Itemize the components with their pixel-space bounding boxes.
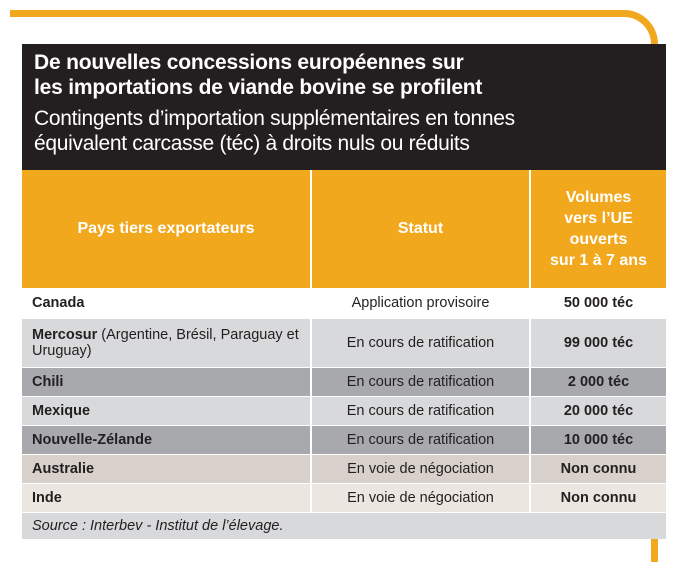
column-header-country: Pays tiers exportateurs	[22, 170, 311, 288]
volume-cell: 20 000 téc	[530, 397, 666, 426]
country-detail: (Argentine, Brésil, Paraguay et Uruguay)	[32, 327, 299, 359]
table-row	[22, 319, 666, 368]
country-cell	[22, 397, 311, 426]
column-header-status: Statut	[311, 170, 530, 288]
volume-cell: 2 000 téc	[530, 368, 666, 397]
column-header-volume-line-4: sur 1 à 7 ans	[550, 252, 647, 269]
volume-cell: 10 000 téc	[530, 426, 666, 455]
country-cell	[22, 288, 311, 319]
table-row	[22, 397, 666, 426]
subtitle	[34, 106, 654, 156]
status-cell: Application provisoire	[311, 288, 530, 319]
status-cell: En voie de négociation	[311, 455, 530, 484]
volume-cell: Non connu	[530, 455, 666, 484]
infographic-card	[22, 44, 666, 539]
country-name: Mexique	[32, 403, 91, 419]
table-row	[22, 426, 666, 455]
column-header-volume-line-2: vers l’UE	[564, 210, 633, 227]
status-cell: En cours de ratification	[311, 397, 530, 426]
country-name: Chili	[32, 374, 64, 390]
column-header-volume-line-1: Volumes	[565, 189, 632, 206]
country-name: Inde	[32, 490, 62, 506]
table-row	[22, 484, 666, 513]
import-quota-table	[22, 170, 666, 513]
country-cell	[22, 484, 311, 513]
table-row	[22, 455, 666, 484]
table-header-row	[22, 170, 666, 288]
subtitle-line-2: équivalent carcasse (téc) à droits nuls ou réduits	[34, 132, 470, 155]
status-cell: En cours de ratification	[311, 426, 530, 455]
country-name: Canada	[32, 295, 85, 311]
table-row	[22, 368, 666, 397]
title-line-1: De nouvelles concessions européennes sur	[34, 51, 464, 74]
country-cell	[22, 455, 311, 484]
column-header-volume-line-3: ouverts	[569, 231, 628, 248]
header-block	[22, 44, 666, 170]
page-title	[34, 50, 654, 100]
source-note: Source : Interbev - Institut de l’élevage.	[22, 513, 666, 539]
volume-cell: 50 000 téc	[530, 288, 666, 319]
status-cell: En voie de négociation	[311, 484, 530, 513]
title-line-2: les importations de viande bovine se profilent	[34, 76, 483, 99]
country-name: Nouvelle-Zélande	[32, 432, 153, 448]
table-row	[22, 288, 666, 319]
volume-cell: 99 000 téc	[530, 319, 666, 368]
country-cell	[22, 319, 311, 368]
country-cell	[22, 368, 311, 397]
column-header-volume	[530, 170, 666, 288]
status-cell: En cours de ratification	[311, 319, 530, 368]
subtitle-line-1: Contingents d’importation supplémentaires en tonnes	[34, 107, 515, 130]
status-cell: En cours de ratification	[311, 368, 530, 397]
country-name: Australie	[32, 461, 95, 477]
country-name: Mercosur	[32, 327, 98, 343]
volume-cell: Non connu	[530, 484, 666, 513]
country-cell	[22, 426, 311, 455]
